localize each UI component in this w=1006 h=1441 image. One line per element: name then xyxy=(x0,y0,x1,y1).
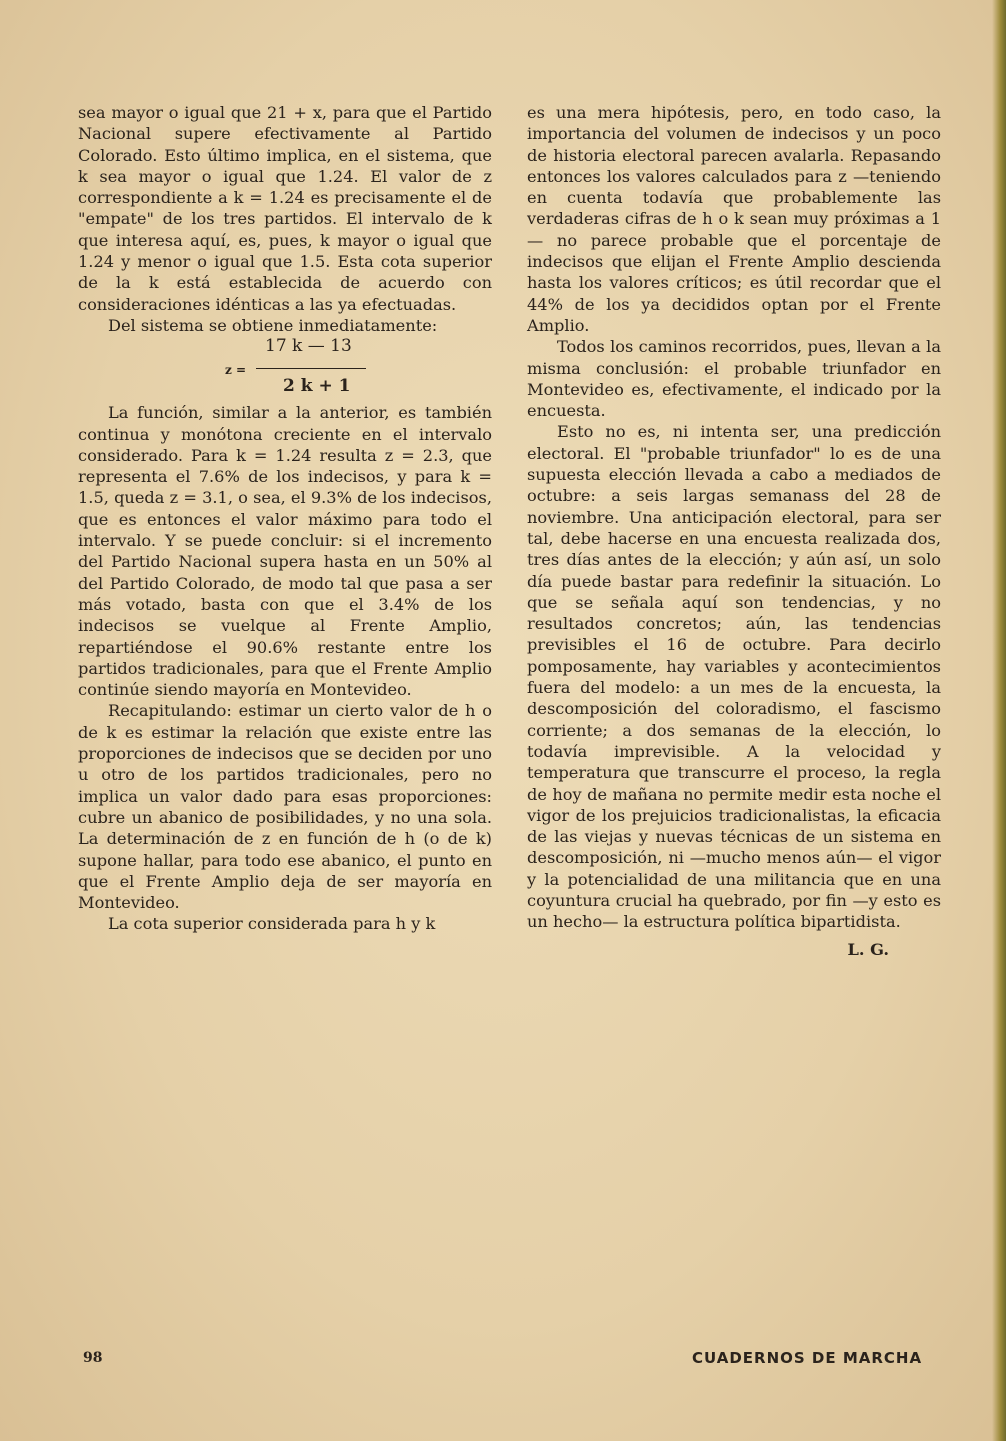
equation-denominator: 2 k + 1 xyxy=(283,376,351,397)
left-column xyxy=(78,102,492,935)
right-column xyxy=(527,102,941,960)
publication-name: CUADERNOS DE MARCHA xyxy=(692,1349,923,1367)
paragraph: La función, similar a la anterior, es también continua y monótona creciente en el intervalo considerado. Para k = 1.24 resulta z = 2.3, que representa el 7.6% de los indecisos, y para k = 1.5, queda z = 3.1, o sea, el 9.3% de los indecisos, que es entonces el valor máximo para todo el intervalo. Y se puede concluir: si el incremento del Partido Nacional supera hasta en un 50% al del Partido Colorado, de modo tal que pasa a ser más votado, basta con que el 3.4% de los indecisos se vuelque al Frente Amplio, repartiéndose el 90.6% restante entre los partidos tradicionales, para que el Frente Amplio continúe siendo mayoría en Montevideo. xyxy=(78,403,492,700)
paragraph: es una mera hipótesis, pero, en todo caso, la importancia del volumen de indecisos y un poco de historia electoral parecen avalarla. Repasando entonces los valores calculados para z —teniendo en cuenta todavía que probablemente las verdaderas cifras de h o k sean muy próximas a 1— no parece probable que el porcentaje de indecisos que elijan el Frente Amplio descienda hasta los valores críticos; es útil recordar que el 44% de los ya decididos optan por el Frente Amplio. xyxy=(527,103,941,335)
fraction-bar xyxy=(256,368,366,369)
page-edge-shadow xyxy=(992,0,1006,1441)
equation-numerator: 17 k — 13 xyxy=(265,336,352,357)
paragraph: La cota superior considerada para h y k xyxy=(108,914,436,934)
page-number: 98 xyxy=(83,1350,103,1366)
paragraph: Recapitulando: estimar un cierto valor de h o de k es estimar la relación que existe entre las proporciones de indecisos que se deciden por uno u otro de los partidos tradicionales, pero no implica un valor dado para esas proporciones: cubre un abanico de posibilidades, y no una sola. La determinación de z en función de h (o de k) supone hallar, para todo ese abanico, el punto en que el Frente Amplio deja de ser mayoría en Montevideo. xyxy=(78,701,492,913)
paragraph: sea mayor o igual que 21 + x, para que el Partido Nacional supere efectivamente al Partido Colorado. Esto último implica, en el sistema, que k sea mayor o igual que 1.24. El valor de z correspondiente a k = 1.24 es precisamente el de "empate" de los tres partidos. El intervalo de k que interesa aquí, es, pues, k mayor o igual que 1.24 y menor o igual que 1.5. Esta cota superior de la k está establecida de acuerdo con consideraciones idénticas a las ya efectuadas. xyxy=(78,103,492,314)
equation xyxy=(78,336,492,402)
paragraph: Todos los caminos recorridos, pues, llevan a la misma conclusión: el probable triunfador en Montevideo es, efectivamente, el indicado por la encuesta. xyxy=(527,337,941,421)
paragraph: Del sistema se obtiene inmediatamente: xyxy=(108,315,438,335)
author-signature: L. G. xyxy=(847,939,889,959)
paragraph: Esto no es, ni intenta ser, una predicción electoral. El "probable triunfador" lo es de una supuesta elección llevada a cabo a mediados de octubre: a seis largas semanass del 28 de noviembre. Una anticipación electoral, para ser tal, debe hacerse en una encuesta realizada dos, tres días antes de la elección; y aún así, un solo día puede bastar para redefinir la situación. Lo que se señala aquí son tendencias, y no resultados concretos; aún, las tendencias previsibles el 16 de octubre. Para decirlo pomposamente, hay variables y acontecimientos fuera del modelo: a un mes de la encuesta, la descomposición del coloradismo, el fascismo corriente; a dos semanas de la elección, lo todavía imprevisible. A la velocidad y temperatura que transcurre el proceso, la regla de hoy de mañana no permite medir esta noche el vigor de los prejuicios tradicionalistas, la eficacia de las viejas y nuevas técnicas de un sistema en descomposición, ni —mucho menos aún— el vigor y la potencialidad de una militancia que en una coyuntura crucial ha quebrado, por fin —y esto es un hecho— la estructura política bipartidista. xyxy=(527,422,941,932)
equation-lhs: z = xyxy=(225,363,247,378)
